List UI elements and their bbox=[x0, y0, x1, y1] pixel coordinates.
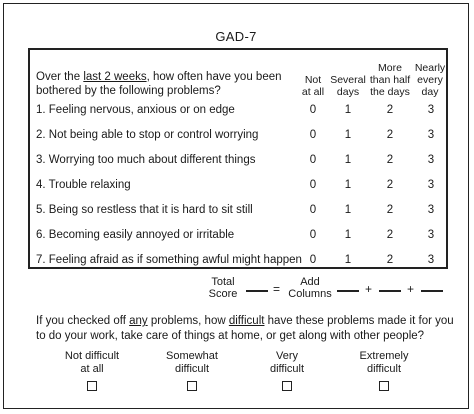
score-value: 0 bbox=[309, 179, 317, 191]
score-value: 3 bbox=[427, 204, 435, 216]
plus-sign: + bbox=[407, 282, 415, 296]
score-value: 1 bbox=[344, 254, 352, 266]
column-header-line: day bbox=[421, 86, 439, 98]
item-label: 2. Not being able to stop or control worrying bbox=[36, 129, 259, 141]
questionnaire-page bbox=[3, 3, 469, 409]
column-sum-blank[interactable] bbox=[337, 290, 359, 292]
score-value: 2 bbox=[386, 254, 394, 266]
score-value: 2 bbox=[386, 129, 394, 141]
column-header-line: the days bbox=[370, 86, 410, 98]
option-very-difficult bbox=[237, 350, 337, 376]
column-header-nearly-every-day bbox=[412, 62, 448, 98]
option-label-line: difficult bbox=[174, 363, 210, 375]
score-value: 3 bbox=[427, 154, 435, 166]
total-score-label-line: Total bbox=[211, 276, 235, 288]
item-label: 6. Becoming easily annoyed or irritable bbox=[36, 229, 235, 241]
add-columns-label bbox=[286, 276, 334, 300]
total-score-label bbox=[204, 276, 242, 300]
score-value: 1 bbox=[344, 179, 352, 191]
score-value: 3 bbox=[427, 229, 435, 241]
equals-sign: = bbox=[273, 282, 281, 296]
column-header-line: Nearly bbox=[414, 62, 446, 74]
item-label: 4. Trouble relaxing bbox=[36, 179, 131, 191]
question-text-post: , how often have you been bothered by the following problems? bbox=[36, 71, 282, 97]
difficulty-question bbox=[36, 314, 456, 344]
option-label-line: Somewhat bbox=[166, 350, 218, 362]
checkbox-not-difficult[interactable] bbox=[87, 381, 97, 391]
difficulty-text-mid: problems, how bbox=[147, 315, 229, 327]
checkbox-very-difficult[interactable] bbox=[282, 381, 292, 391]
question-box bbox=[28, 48, 448, 269]
option-not-difficult bbox=[42, 350, 142, 376]
column-header-line: More bbox=[378, 62, 402, 74]
score-value: 3 bbox=[427, 179, 435, 191]
item-label: 7. Feeling afraid as if something awful might happen bbox=[36, 254, 302, 266]
checkbox-extremely-difficult[interactable] bbox=[379, 381, 389, 391]
score-value: 0 bbox=[309, 204, 317, 216]
option-extremely-difficult bbox=[334, 350, 434, 376]
score-value: 0 bbox=[309, 104, 317, 116]
column-header-line: Several bbox=[330, 74, 366, 86]
score-value: 1 bbox=[344, 229, 352, 241]
score-value: 1 bbox=[344, 154, 352, 166]
score-value: 0 bbox=[309, 129, 317, 141]
column-header-line: than half bbox=[369, 74, 411, 86]
option-label-line: difficult bbox=[366, 363, 402, 375]
option-label-line: Very bbox=[275, 350, 298, 362]
checkbox-somewhat-difficult[interactable] bbox=[187, 381, 197, 391]
column-header-line: at all bbox=[301, 86, 325, 98]
option-somewhat-difficult bbox=[142, 350, 242, 376]
difficulty-text-post: have these problems made it for you to do your work, take care of things at home, or get along with other people? bbox=[36, 315, 454, 342]
column-header-not-at-all bbox=[296, 74, 330, 98]
add-columns-label-line: Add bbox=[300, 276, 320, 288]
column-header-line: days bbox=[336, 86, 360, 98]
score-value: 1 bbox=[344, 129, 352, 141]
add-columns-label-line: Columns bbox=[288, 288, 332, 300]
score-value: 3 bbox=[427, 254, 435, 266]
score-value: 2 bbox=[386, 179, 394, 191]
column-sum-blank[interactable] bbox=[421, 290, 443, 292]
option-label-line: difficult bbox=[269, 363, 305, 375]
question-prompt bbox=[36, 70, 306, 98]
score-value: 1 bbox=[344, 104, 352, 116]
item-label: 1. Feeling nervous, anxious or on edge bbox=[36, 104, 235, 116]
column-sum-blank[interactable] bbox=[379, 290, 401, 292]
total-score-blank[interactable] bbox=[246, 290, 268, 292]
form-title: GAD-7 bbox=[215, 29, 257, 44]
score-value: 2 bbox=[386, 204, 394, 216]
column-header-several-days bbox=[328, 74, 368, 98]
difficulty-text-any: any bbox=[129, 315, 148, 327]
option-label-line: at all bbox=[80, 363, 104, 375]
column-header-line: every bbox=[417, 74, 443, 86]
score-value: 3 bbox=[427, 129, 435, 141]
score-value: 0 bbox=[309, 154, 317, 166]
column-header-line: Not bbox=[304, 74, 322, 86]
column-header-more-than-half bbox=[364, 62, 416, 98]
question-text-underlined: last 2 weeks bbox=[83, 71, 147, 83]
score-value: 0 bbox=[309, 254, 317, 266]
plus-sign: + bbox=[365, 282, 373, 296]
score-value: 2 bbox=[386, 104, 394, 116]
score-value: 2 bbox=[386, 154, 394, 166]
score-value: 2 bbox=[386, 229, 394, 241]
difficulty-text-difficult: difficult bbox=[228, 315, 265, 327]
option-label-line: Not difficult bbox=[64, 350, 120, 362]
item-label: 3. Worrying too much about different things bbox=[36, 154, 256, 166]
option-label-line: Extremely bbox=[359, 350, 409, 362]
total-score-label-line: Score bbox=[208, 288, 238, 300]
score-value: 1 bbox=[344, 204, 352, 216]
score-value: 3 bbox=[427, 104, 435, 116]
difficulty-text-pre: If you checked off bbox=[36, 315, 130, 327]
score-value: 0 bbox=[309, 229, 317, 241]
item-label: 5. Being so restless that it is hard to sit still bbox=[36, 204, 253, 216]
question-text-pre: Over the bbox=[36, 71, 84, 83]
